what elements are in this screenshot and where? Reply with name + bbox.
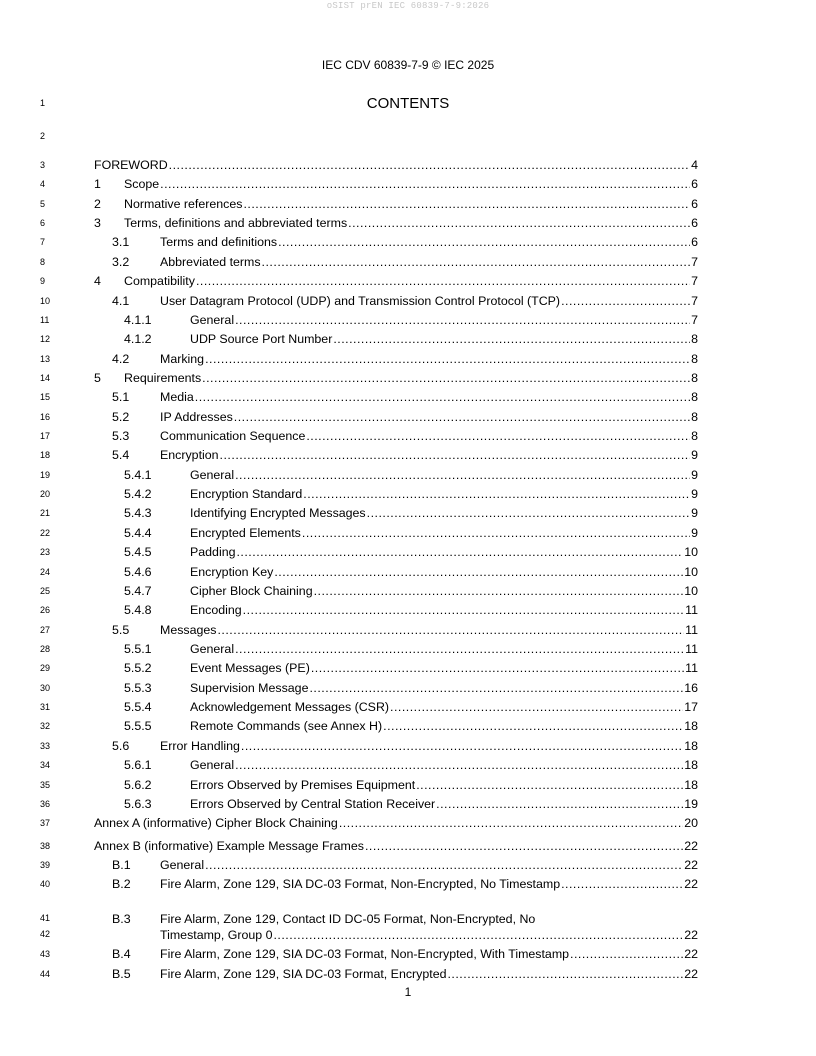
toc-entry-number: B.5 xyxy=(112,966,131,981)
toc-entry-title: General xyxy=(190,642,235,656)
toc-entry-title: General xyxy=(190,312,235,327)
toc-dot-leader xyxy=(311,661,684,676)
toc-entry[interactable] xyxy=(94,176,698,192)
toc-entry-title: Terms and definitions xyxy=(160,235,278,250)
line-number: 9 xyxy=(40,276,46,287)
toc-entry-page: 8 xyxy=(691,429,698,444)
toc-entry-page: 11 xyxy=(685,642,698,656)
toc-entry[interactable] xyxy=(94,273,698,289)
toc-entry-title: Timestamp, Group 0 xyxy=(160,928,273,942)
toc-entry-title: Annex A (informative) Cipher Block Chaining xyxy=(94,816,338,831)
toc-entry-page: 18 xyxy=(684,777,698,792)
toc-entry-title: IP Addresses xyxy=(160,409,233,424)
line-number: 31 xyxy=(40,702,51,713)
line-number: 7 xyxy=(40,237,46,248)
toc-entry-page: 4 xyxy=(691,158,698,172)
toc-entry-number: 3 xyxy=(94,216,101,231)
line-number: 27 xyxy=(40,624,51,635)
toc-entry[interactable] xyxy=(94,680,698,696)
toc-entry-page: 16 xyxy=(684,680,698,695)
toc-entry-number: 4.2 xyxy=(112,351,130,366)
toc-entry[interactable] xyxy=(94,622,698,638)
toc-entry[interactable] xyxy=(94,389,698,405)
toc-entry[interactable] xyxy=(94,699,698,715)
line-number: 6 xyxy=(40,218,46,229)
line-number: 22 xyxy=(40,527,51,538)
toc-entry-number: 5.4.2 xyxy=(124,487,152,502)
toc-entry-title: Remote Commands (see Annex H) xyxy=(190,719,383,734)
toc-entry-page: 7 xyxy=(691,293,698,308)
toc-entry-number: 5.4.1 xyxy=(124,467,152,482)
toc-entry[interactable] xyxy=(94,234,698,250)
line-number: 15 xyxy=(40,392,51,403)
line-number: 14 xyxy=(40,372,51,383)
toc-entry-number: B.3 xyxy=(112,912,131,926)
toc-entry[interactable] xyxy=(94,254,698,270)
toc-dot-leader xyxy=(235,758,683,773)
toc-entry-title: Fire Alarm, Zone 129, SIA DC-03 Format, Non-Encrypted, With Timestamp xyxy=(160,947,570,961)
toc-entry-title: Scope xyxy=(124,177,160,192)
toc-entry-page: 7 xyxy=(691,274,698,289)
toc-entry-title: Encryption Key xyxy=(190,564,274,579)
toc-entry-number: 5.4.4 xyxy=(124,525,152,540)
line-number: 34 xyxy=(40,760,51,771)
toc-entry-title: Encryption xyxy=(160,448,219,463)
line-number: 19 xyxy=(40,469,51,480)
line-number: 21 xyxy=(40,508,51,519)
line-number: 4 xyxy=(40,179,46,190)
toc-entry[interactable] xyxy=(94,757,698,773)
toc-entry-title: User Datagram Protocol (UDP) and Transmission Control Protocol (TCP) xyxy=(160,293,561,308)
toc-entry-title: Supervision Message xyxy=(190,680,309,695)
toc-entry-page: 19 xyxy=(684,796,698,811)
toc-entry-page: 6 xyxy=(691,177,698,192)
toc-dot-leader xyxy=(217,623,684,638)
toc-entry-page: 18 xyxy=(684,719,698,734)
line-number: 1 xyxy=(40,98,46,108)
toc-entry-title: Terms, definitions and abbreviated terms xyxy=(124,216,348,231)
toc-entry-page: 6 xyxy=(691,216,698,231)
toc-entry-page: 22 xyxy=(684,877,698,892)
toc-dot-leader xyxy=(196,274,690,289)
toc-entry[interactable] xyxy=(94,564,698,580)
toc-dot-leader xyxy=(235,468,690,483)
toc-entry-page: 11 xyxy=(685,661,698,676)
toc-entry-number: 5.6.1 xyxy=(124,758,152,773)
toc-entry[interactable] xyxy=(94,857,698,873)
toc-entry-title: Encryption Standard xyxy=(190,487,303,502)
toc-entry[interactable] xyxy=(94,525,698,541)
toc-entry-title: Compatibility xyxy=(124,274,195,289)
toc-entry-title: Requirements xyxy=(124,370,202,385)
line-number: 18 xyxy=(40,450,51,461)
toc-dot-leader xyxy=(365,839,683,854)
toc-dot-leader xyxy=(236,545,683,560)
toc-entry[interactable] xyxy=(94,196,698,212)
toc-entry-number: B.1 xyxy=(112,857,131,872)
toc-entry[interactable] xyxy=(94,718,698,734)
toc-dot-leader xyxy=(367,506,690,521)
toc-entry[interactable] xyxy=(94,876,698,892)
toc-entry[interactable] xyxy=(94,796,698,812)
toc-dot-leader xyxy=(205,858,683,873)
toc-entry-title: FOREWORD xyxy=(94,158,168,172)
toc-entry-number: 4.1.2 xyxy=(124,332,152,347)
toc-dot-leader xyxy=(561,877,683,892)
toc-entry-number: B.4 xyxy=(112,947,131,961)
toc-entry-page: 18 xyxy=(684,738,698,753)
toc-entry[interactable] xyxy=(94,505,698,521)
line-number: 36 xyxy=(40,798,51,809)
toc-entry[interactable] xyxy=(94,641,698,657)
line-number: 11 xyxy=(40,314,50,325)
toc-entry-number: 5.5.1 xyxy=(124,642,152,656)
toc-entry-page: 22 xyxy=(684,928,698,942)
toc-entry-page: 9 xyxy=(691,448,698,463)
toc-entry-title: Errors Observed by Central Station Receiver xyxy=(190,796,436,811)
toc-entry-title: Marking xyxy=(160,351,205,366)
toc-entry-title: Encrypted Elements xyxy=(190,525,301,540)
toc-entry-page: 18 xyxy=(684,758,698,773)
toc-entry-page: 10 xyxy=(684,583,698,598)
line-number: 17 xyxy=(40,431,51,442)
toc-entry-page: 11 xyxy=(685,603,698,618)
toc-dot-leader xyxy=(570,947,683,962)
toc-entry[interactable] xyxy=(94,602,698,618)
toc-dot-leader xyxy=(416,778,683,793)
document-header: IEC CDV 60839-7-9 © IEC 2025 xyxy=(321,58,495,72)
toc-entry-title: Acknowledgement Messages (CSR) xyxy=(190,700,390,715)
line-number: 28 xyxy=(40,644,51,654)
toc-entry[interactable] xyxy=(94,409,698,425)
line-number: 5 xyxy=(40,198,46,209)
toc-dot-leader xyxy=(202,371,690,386)
toc-entry-number: 4 xyxy=(94,274,101,289)
toc-entry-title: UDP Source Port Number xyxy=(190,332,333,347)
toc-entry[interactable] xyxy=(94,738,698,754)
line-number: 43 xyxy=(40,949,51,959)
toc-entry[interactable] xyxy=(94,946,698,962)
toc-entry-title: General xyxy=(160,857,205,872)
toc-entry-page: 11 xyxy=(685,622,698,637)
toc-entry-number: 4.1 xyxy=(112,293,130,308)
toc-dot-leader xyxy=(383,719,683,734)
toc-entry-page: 7 xyxy=(691,312,698,327)
toc-dot-leader xyxy=(169,158,690,173)
toc-entry[interactable] xyxy=(94,838,698,854)
toc-entry-page: 9 xyxy=(691,525,698,540)
line-number: 33 xyxy=(40,740,51,751)
line-number: 35 xyxy=(40,779,51,790)
toc-entry[interactable] xyxy=(94,447,698,463)
toc-entry[interactable] xyxy=(94,966,698,982)
toc-entry-number: 5.4.3 xyxy=(124,506,152,521)
toc-dot-leader xyxy=(309,681,683,696)
line-number: 42 xyxy=(40,929,51,939)
toc-dot-leader xyxy=(234,410,690,425)
line-number: 10 xyxy=(40,295,51,306)
toc-entry-page: 9 xyxy=(691,487,698,502)
toc-entry[interactable] xyxy=(94,215,698,231)
toc-dot-leader xyxy=(195,390,690,405)
toc-entry-number: 5.5 xyxy=(112,622,130,637)
toc-entry-title: Event Messages (PE) xyxy=(190,661,310,676)
toc-entry[interactable] xyxy=(94,428,698,444)
toc-entry-number: 5.5.2 xyxy=(124,661,152,676)
toc-dot-leader xyxy=(303,487,690,502)
toc-entry[interactable] xyxy=(94,583,698,599)
toc-entry-page: 7 xyxy=(691,254,698,269)
toc-entry-page: 10 xyxy=(684,545,698,560)
toc-entry-page: 9 xyxy=(691,506,698,521)
toc-dot-leader xyxy=(561,294,690,309)
toc-dot-leader xyxy=(278,235,690,250)
toc-entry-page: 8 xyxy=(691,332,698,347)
line-number: 39 xyxy=(40,859,51,870)
toc-entry[interactable] xyxy=(94,467,698,483)
toc-entry-page: 9 xyxy=(691,467,698,482)
toc-entry-title: Encoding xyxy=(190,603,242,618)
toc-entry-number: B.2 xyxy=(112,877,131,892)
toc-entry[interactable] xyxy=(94,370,698,386)
toc-entry-number: 3.2 xyxy=(112,254,130,269)
line-number: 29 xyxy=(40,663,51,674)
toc-entry-page: 22 xyxy=(684,947,698,961)
toc-entry-number: 5.4 xyxy=(112,448,130,463)
toc-entry[interactable] xyxy=(94,486,698,502)
toc-entry-number: 5.3 xyxy=(112,429,130,444)
toc-entry-number: 5.6 xyxy=(112,738,130,753)
toc-entry-number: 2 xyxy=(94,196,101,211)
toc-dot-leader xyxy=(241,739,683,754)
toc-entry-title: Padding xyxy=(190,545,236,560)
line-number: 3 xyxy=(40,160,46,170)
toc-entry[interactable] xyxy=(94,293,698,309)
toc-entry-title: Normative references xyxy=(124,196,243,211)
toc-entry-page: 6 xyxy=(691,235,698,250)
toc-entry-title: Fire Alarm, Zone 129, SIA DC-03 Format, Encrypted xyxy=(160,966,447,981)
toc-entry[interactable] xyxy=(94,351,698,367)
toc-dot-leader xyxy=(306,429,690,444)
toc-entry-page: 20 xyxy=(684,816,698,831)
toc-dot-leader xyxy=(447,967,683,982)
toc-entry-number: 5.4.7 xyxy=(124,583,152,598)
toc-entry-number: 5.6.2 xyxy=(124,777,152,792)
line-number: 2 xyxy=(40,131,46,141)
toc-entry-title: Communication Sequence xyxy=(160,429,306,444)
line-number: 24 xyxy=(40,566,51,577)
toc-dot-leader xyxy=(262,255,691,270)
toc-entry-number: 4.1.1 xyxy=(124,312,152,327)
toc-entry-title: Fire Alarm, Zone 129, Contact ID DC-05 Format, Non-Encrypted, No xyxy=(160,912,536,926)
toc-entry-page: 8 xyxy=(691,390,698,405)
line-number: 26 xyxy=(40,605,51,616)
toc-entry[interactable] xyxy=(94,777,698,793)
toc-dot-leader xyxy=(243,603,684,618)
toc-entry-title: Fire Alarm, Zone 129, SIA DC-03 Format, Non-Encrypted, No Timestamp xyxy=(160,877,561,892)
toc-entry-number: 1 xyxy=(94,177,101,192)
toc-dot-leader xyxy=(160,177,690,192)
toc-dot-leader xyxy=(205,352,690,367)
toc-entry-title: Identifying Encrypted Messages xyxy=(190,506,366,521)
toc-entry-number: 5.6.3 xyxy=(124,796,152,811)
page-number: 1 xyxy=(404,985,412,999)
toc-entry[interactable] xyxy=(94,544,698,560)
toc-entry-page: 22 xyxy=(684,857,698,872)
toc-dot-leader xyxy=(436,797,683,812)
line-number: 23 xyxy=(40,547,51,558)
line-number: 8 xyxy=(40,256,46,267)
toc-dot-leader xyxy=(302,526,690,541)
line-number: 44 xyxy=(40,968,51,979)
toc-entry-title: General xyxy=(190,467,235,482)
toc-entry-number: 5.4.6 xyxy=(124,564,152,579)
toc-entry-page: 17 xyxy=(684,700,698,715)
toc-dot-leader xyxy=(235,313,690,328)
toc-entry-title: Abbreviated terms xyxy=(160,254,261,269)
toc-entry[interactable] xyxy=(94,660,698,676)
line-number: 13 xyxy=(40,353,51,364)
toc-dot-leader xyxy=(339,816,683,831)
toc-entry-title: General xyxy=(190,758,235,773)
line-number: 41 xyxy=(40,913,51,923)
line-number: 32 xyxy=(40,721,51,732)
toc-dot-leader xyxy=(333,332,690,347)
toc-entry-title: Annex B (informative) Example Message Frames xyxy=(94,838,364,853)
toc-entry-page: 8 xyxy=(691,409,698,424)
toc-entry-number: 5.2 xyxy=(112,409,130,424)
toc-entry-number: 5.5.4 xyxy=(124,700,152,715)
toc-entry-page: 22 xyxy=(684,838,698,853)
toc-entry-number: 5.1 xyxy=(112,390,130,405)
toc-entry-title: Error Handling xyxy=(160,738,240,753)
toc-dot-leader xyxy=(314,584,684,599)
toc-entry-continuation[interactable] xyxy=(160,927,698,943)
toc-dot-leader xyxy=(235,642,684,657)
toc-dot-leader xyxy=(243,197,690,212)
toc-entry[interactable] xyxy=(94,312,698,328)
toc-entry-number: 3.1 xyxy=(112,235,130,250)
document-watermark: oSIST prEN IEC 60839-7-9:2026 xyxy=(326,1,490,11)
toc-entry-number: 5.4.5 xyxy=(124,545,152,560)
line-number: 30 xyxy=(40,682,51,693)
toc-dot-leader xyxy=(273,928,683,943)
toc-entry-page: 10 xyxy=(684,564,698,579)
toc-entry-page: 8 xyxy=(691,370,698,385)
toc-dot-leader xyxy=(274,565,683,580)
line-number: 25 xyxy=(40,585,51,596)
toc-dot-leader xyxy=(348,216,690,231)
toc-entry[interactable] xyxy=(94,157,698,173)
line-number: 37 xyxy=(40,818,51,829)
line-number: 38 xyxy=(40,840,51,851)
toc-dot-leader xyxy=(220,448,691,463)
line-number: 20 xyxy=(40,489,51,500)
toc-entry[interactable] xyxy=(94,331,698,347)
line-number: 16 xyxy=(40,411,51,422)
toc-entry-number: 5 xyxy=(94,370,101,385)
toc-entry-title: Cipher Block Chaining xyxy=(190,583,313,598)
toc-entry-page: 22 xyxy=(684,966,698,981)
line-number: 40 xyxy=(40,879,51,890)
toc-entry-number: 5.5.3 xyxy=(124,680,152,695)
toc-entry[interactable] xyxy=(94,911,698,927)
toc-entry-title: Media xyxy=(160,390,194,405)
toc-entry[interactable] xyxy=(94,815,698,831)
toc-entry-title: Messages xyxy=(160,622,217,637)
toc-entry-number: 5.4.8 xyxy=(124,603,152,618)
toc-entry-title: Errors Observed by Premises Equipment xyxy=(190,777,416,792)
toc-dot-leader xyxy=(390,700,683,715)
toc-entry-number: 5.5.5 xyxy=(124,719,152,734)
line-number: 12 xyxy=(40,334,51,345)
toc-entry-page: 8 xyxy=(691,351,698,366)
toc-entry-page: 6 xyxy=(691,196,698,211)
page-title: CONTENTS xyxy=(366,95,450,112)
